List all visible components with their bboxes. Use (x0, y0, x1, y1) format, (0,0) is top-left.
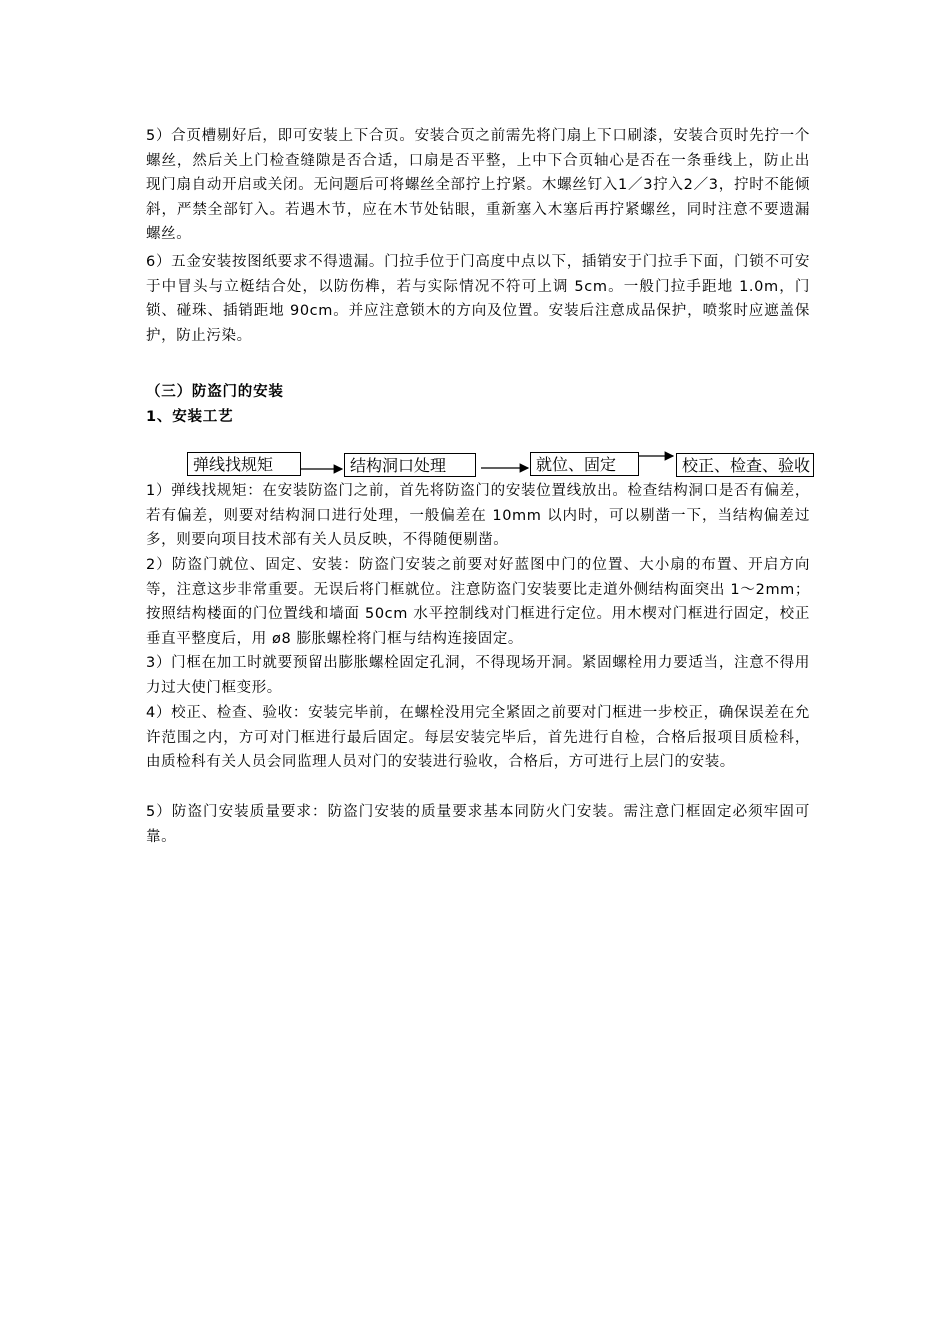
flow-step-3: 就位、固定 (530, 452, 639, 476)
frame-holes-paragraph: 3）门框在加工时就要预留出膨胀螺栓固定孔洞，不得现场开洞。紧固螺栓用力要适当，注意不得用力过大使门框变形。 (146, 655, 810, 696)
flow-step-1: 弹线找规矩 (187, 452, 301, 476)
flow-arrows (0, 0, 950, 500)
section-heading: （三）防盗门的安装 (146, 384, 284, 400)
flow-step-2: 结构洞口处理 (344, 453, 476, 477)
line-marking-paragraph: 1）弹线找规矩：在安装防盗门之前，首先将防盗门的安装位置线放出。检查结构洞口是否有偏差，若有偏差，则要对结构洞口进行处理，一般偏差在 10mm 以内时，可以剔凿一下，当结构偏差过多，则要向项目技术部有关人员反映，不得随便剔凿。 (146, 483, 810, 548)
quality-requirement-paragraph: 5）防盗门安装质量要求：防盗门安装的质量要求基本同防火门安装。需注意门框固定必须牢固可靠。 (146, 804, 810, 845)
door-positioning-paragraph: 2）防盗门就位、固定、安装：防盗门安装之前要对好蓝图中门的位置、大小扇的布置、开启方向等，注意这步非常重要。无误后将门框就位。注意防盗门安装要比走道外侧结构面突出 1～2mm；按照结构楼面的门位置线和墙面 50cm 水平控制线对门框进行定位。用木楔对门框进行固定，校正垂直平整度后，用 ø8 膨胀螺栓将门框与结构连接固定。 (146, 557, 810, 647)
hinge-install-paragraph: 5）合页槽剔好后，即可安装上下合页。安装合页之前需先将门扇上下口刷漆，安装合页时先拧一个螺丝，然后关上门检查缝隙是否合适，口扇是否平整，上中下合页轴心是否在一条垂线上，防止出现门扇自动开启或关闭。无问题后可将螺丝全部拧上拧紧。木螺丝钉入1／3拧入2／3，拧时不能倾斜，严禁全部钉入。若遇木节，应在木节处钻眼，重新塞入木塞后再拧紧螺丝，同时注意不要遗漏螺丝。 (146, 128, 810, 242)
subsection-heading: 1、安装工艺 (146, 409, 234, 425)
inspection-paragraph: 4）校正、检查、验收：安装完毕前，在螺栓没用完全紧固之前要对门框进一步校正，确保误差在允许范围之内，方可对门框进行最后固定。每层安装完毕后，首先进行自检，合格后报项目质检科，由质检科有关人员会同监理人员对门的安装进行验收，合格后，方可进行上层门的安装。 (146, 705, 810, 770)
flow-step-4: 校正、检查、验收 (676, 453, 814, 477)
hardware-install-paragraph: 6）五金安装按图纸要求不得遗漏。门拉手位于门高度中点以下，插销安于门拉手下面，门锁不可安于中冒头与立梃结合处，以防伤榫，若与实际情况不符可上调 5cm。一般门拉手距地 1.0m，门锁、碰珠、插销距地 90cm。并应注意锁木的方向及位置。安装后注意成品保护，喷浆时应遮盖保护，防止污染。 (146, 254, 810, 344)
